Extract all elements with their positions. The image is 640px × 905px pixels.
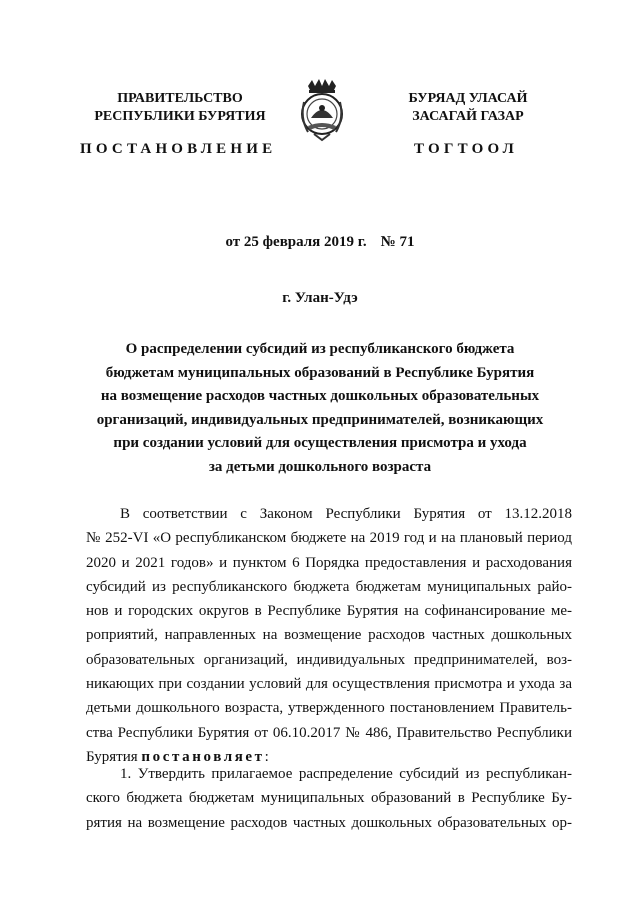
coat-of-arms-icon (300, 78, 344, 142)
body-line: нов и городских округов в Республике Бурятия на софинансирование ме- (86, 603, 572, 620)
body-line: рятия на возмещение расходов частных дошкольных образовательных ор- (86, 814, 572, 831)
body-line: субсидий из республиканского бюджета бюджетам муниципальных райо- (86, 578, 572, 595)
issuer-russian (86, 90, 274, 126)
document-title (60, 338, 580, 479)
title-line: О распределении субсидий из республиканского бюджета (125, 341, 515, 357)
body-line: никающих при создании условий для осуществления присмотра и ухода за (86, 676, 572, 693)
document-city: г. Улан-Удэ (282, 290, 358, 306)
issuer-russian-line2: РЕСПУБЛИКИ БУРЯТИЯ (94, 109, 266, 124)
body-line: ства Республики Бурятия от 06.10.2017 № 486, Правительство Республики (86, 724, 572, 741)
title-line: организаций, индивидуальных предпринимателей, возникающих (96, 411, 544, 428)
resolves-keyword: постановляет (141, 748, 265, 765)
preamble-paragraph (86, 502, 572, 769)
issuer-buryat-line2: ЗАСАГАЙ ГАЗАР (412, 109, 524, 124)
document-number: № 71 (380, 234, 415, 250)
title-line: бюджетам муниципальных образований в Республике Бурятия (105, 364, 535, 381)
body-line: ского бюджета бюджетам муниципальных образований в Республике Бу- (86, 790, 572, 807)
issuer-buryat (388, 90, 548, 126)
final-suffix: : (264, 748, 269, 765)
body-line: роприятий, направленных на возмещение расходов частных дошкольных (86, 627, 572, 644)
body-line: № 252-VI «О республиканском бюджете на 2019 год и на плановый период (86, 530, 572, 547)
decree-type-buryat: ТОГТООЛ (414, 141, 518, 157)
issuer-russian-line1: ПРАВИТЕЛЬСТВО (117, 91, 243, 106)
body-line: детьми дошкольного возраста, утвержденного постановлением Правитель- (86, 700, 572, 717)
title-line: при создании условий для осуществления присмотра и ухода (113, 435, 527, 451)
title-line: за детьми дошкольного возраста (208, 458, 432, 475)
decree-type-russian: ПОСТАНОВЛЕНИЕ (80, 141, 277, 157)
body-line: образовательных организаций, индивидуальных предпринимателей, воз- (86, 651, 572, 668)
final-prefix: Бурятия (86, 748, 138, 765)
body-line: 2020 и 2021 годов» и пунктом 6 Порядка предоставления и расходования (86, 554, 572, 571)
title-line: на возмещение расходов частных дошкольных образовательных (100, 388, 540, 404)
body-line: 1. Утвердить прилагаемое распределение субсидий из республикан- (120, 766, 572, 782)
document-date-number (0, 234, 640, 251)
body-line: В соответствии с Законом Республики Бурятия от 13.12.2018 (120, 506, 572, 522)
issuer-buryat-line1: БУРЯАД УЛАСАЙ (408, 91, 528, 106)
clause-1-paragraph (86, 762, 572, 835)
document-date: от 25 февраля 2019 г. (225, 234, 367, 250)
